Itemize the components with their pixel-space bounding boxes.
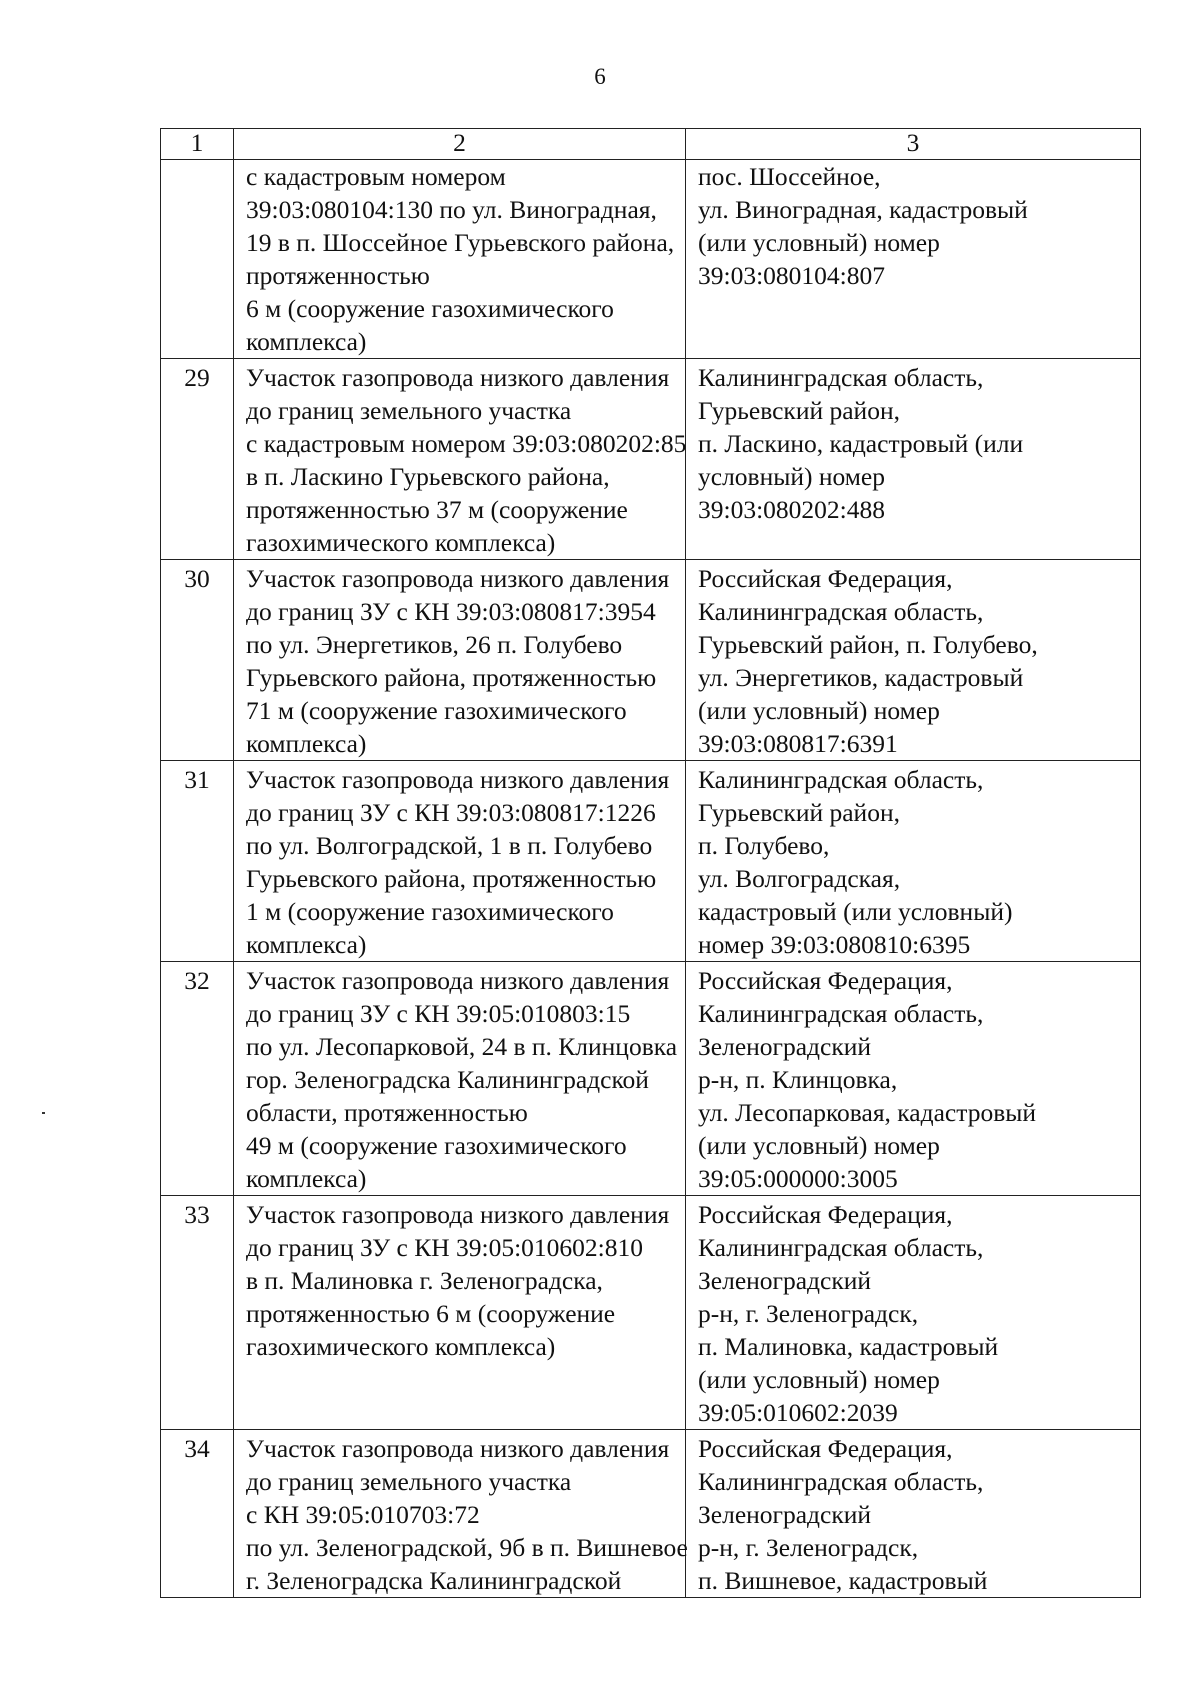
page-number: 6 <box>594 64 606 89</box>
address-line: Калининградская область, <box>698 999 984 1028</box>
object-description <box>234 560 686 761</box>
address-line: (или условный) номер <box>698 228 940 257</box>
address-line: Калининградская область, <box>698 363 984 392</box>
description-line: в п. Ласкино Гурьевского района, <box>246 462 610 491</box>
description-line: до границ ЗУ с КН 39:03:080817:3954 <box>246 597 656 626</box>
description-line: до границ ЗУ с КН 39:03:080817:1226 <box>246 798 656 827</box>
address-line: п. Вишневое, кадастровый <box>698 1566 988 1595</box>
header-row <box>161 129 1141 160</box>
column-header-1: 1 <box>161 129 234 160</box>
address-line: п. Малиновка, кадастровый <box>698 1332 999 1361</box>
object-address <box>686 359 1141 560</box>
row-number: 30 <box>161 560 234 761</box>
row-number: 32 <box>161 962 234 1196</box>
description-line: 49 м (сооружение газохимического <box>246 1131 627 1160</box>
address-line: 39:05:000000:3005 <box>698 1164 898 1193</box>
address-line: Зеленоградский <box>698 1500 872 1529</box>
address-line: р-н, г. Зеленоградск, <box>698 1533 919 1562</box>
description-line: протяженностью 37 м (сооружение <box>246 495 628 524</box>
row-number: 29 <box>161 359 234 560</box>
address-line: Калининградская область, <box>698 1467 984 1496</box>
scan-speck <box>42 1112 45 1114</box>
description-line: 1 м (сооружение газохимического <box>246 897 614 926</box>
description-line: по ул. Энергетиков, 26 п. Голубево <box>246 630 623 659</box>
object-description <box>234 962 686 1196</box>
table-row <box>161 560 1141 761</box>
object-description <box>234 1196 686 1430</box>
objects-table <box>160 128 1141 1598</box>
description-line: Участок газопровода низкого давления <box>246 1434 670 1463</box>
object-description <box>234 359 686 560</box>
table-row <box>161 359 1141 560</box>
address-line: условный) номер <box>698 462 885 491</box>
address-line: Российская Федерация, <box>698 1434 953 1463</box>
address-line: Калининградская область, <box>698 1233 984 1262</box>
description-line: до границ земельного участка <box>246 1467 572 1496</box>
object-address <box>686 1196 1141 1430</box>
description-line: Участок газопровода низкого давления <box>246 363 670 392</box>
table-row <box>161 1196 1141 1430</box>
address-line: ул. Лесопарковая, кадастровый <box>698 1098 1037 1127</box>
object-description <box>234 1430 686 1598</box>
object-description <box>234 761 686 962</box>
address-line: Калининградская область, <box>698 765 984 794</box>
description-line: протяженностью <box>246 261 430 290</box>
address-line: (или условный) номер <box>698 1365 940 1394</box>
address-line: Гурьевский район, п. Голубево, <box>698 630 1038 659</box>
address-line: 39:03:080817:6391 <box>698 729 898 758</box>
object-address <box>686 1430 1141 1598</box>
description-line: комплекса) <box>246 327 367 356</box>
column-header-3: 3 <box>686 129 1141 160</box>
description-line: Гурьевского района, протяженностью <box>246 864 657 893</box>
table-row <box>161 160 1141 359</box>
address-line: Гурьевский район, <box>698 396 900 425</box>
address-line: 39:03:080104:807 <box>698 261 886 290</box>
address-line: 39:05:010602:2039 <box>698 1398 898 1427</box>
description-line: в п. Малиновка г. Зеленоградска, <box>246 1266 603 1295</box>
description-line: гор. Зеленоградска Калининградской <box>246 1065 649 1094</box>
table-header <box>161 129 1141 160</box>
address-line: ул. Энергетиков, кадастровый <box>698 663 1024 692</box>
address-line: ул. Виноградная, кадастровый <box>698 195 1028 224</box>
table-body <box>161 160 1141 1598</box>
address-line: ул. Волгоградская, <box>698 864 901 893</box>
row-number: 33 <box>161 1196 234 1430</box>
description-line: 6 м (сооружение газохимического <box>246 294 614 323</box>
row-number <box>161 160 234 359</box>
description-line: протяженностью 6 м (сооружение <box>246 1299 616 1328</box>
object-description <box>234 160 686 359</box>
description-line: с кадастровым номером 39:03:080202:85 <box>246 429 687 458</box>
address-line: 39:03:080202:488 <box>698 495 886 524</box>
description-line: Участок газопровода низкого давления <box>246 1200 670 1229</box>
description-line: Гурьевского района, протяженностью <box>246 663 657 692</box>
address-line: Российская Федерация, <box>698 966 953 995</box>
description-line: по ул. Лесопарковой, 24 в п. Клинцовка <box>246 1032 678 1061</box>
description-line: г. Зеленоградска Калининградской <box>246 1566 622 1595</box>
address-line: Российская Федерация, <box>698 1200 953 1229</box>
address-line: (или условный) номер <box>698 1131 940 1160</box>
description-line: до границ земельного участка <box>246 396 572 425</box>
row-number: 34 <box>161 1430 234 1598</box>
address-line: р-н, г. Зеленоградск, <box>698 1299 919 1328</box>
description-line: по ул. Зеленоградской, 9б в п. Вишневое <box>246 1533 688 1562</box>
table-row <box>161 962 1141 1196</box>
object-address <box>686 160 1141 359</box>
table-row <box>161 761 1141 962</box>
address-line: Зеленоградский <box>698 1266 872 1295</box>
description-line: комплекса) <box>246 1164 367 1193</box>
address-line: Калининградская область, <box>698 597 984 626</box>
address-line: Российская Федерация, <box>698 564 953 593</box>
description-line: по ул. Волгоградской, 1 в п. Голубево <box>246 831 653 860</box>
description-line: Участок газопровода низкого давления <box>246 966 670 995</box>
address-line: Гурьевский район, <box>698 798 900 827</box>
object-address <box>686 560 1141 761</box>
description-line: с кадастровым номером <box>246 162 506 191</box>
description-line: Участок газопровода низкого давления <box>246 564 670 593</box>
description-line: до границ ЗУ с КН 39:05:010602:810 <box>246 1233 644 1262</box>
row-number: 31 <box>161 761 234 962</box>
address-line: номер 39:03:080810:6395 <box>698 930 971 959</box>
object-address <box>686 962 1141 1196</box>
description-line: газохимического комплекса) <box>246 1332 556 1361</box>
address-line: р-н, п. Клинцовка, <box>698 1065 898 1094</box>
description-line: комплекса) <box>246 729 367 758</box>
description-line: газохимического комплекса) <box>246 528 556 557</box>
table-row <box>161 1430 1141 1598</box>
description-line: 19 в п. Шоссейное Гурьевского района, <box>246 228 675 257</box>
address-line: п. Голубево, <box>698 831 830 860</box>
address-line: кадастровый (или условный) <box>698 897 1013 926</box>
description-line: до границ ЗУ с КН 39:05:010803:15 <box>246 999 631 1028</box>
object-address <box>686 761 1141 962</box>
description-line: 39:03:080104:130 по ул. Виноградная, <box>246 195 657 224</box>
address-line: (или условный) номер <box>698 696 940 725</box>
description-line: комплекса) <box>246 930 367 959</box>
description-line: области, протяженностью <box>246 1098 528 1127</box>
address-line: п. Ласкино, кадастровый (или <box>698 429 1024 458</box>
description-line: Участок газопровода низкого давления <box>246 765 670 794</box>
column-header-2: 2 <box>234 129 686 160</box>
address-line: пос. Шоссейное, <box>698 162 881 191</box>
description-line: с КН 39:05:010703:72 <box>246 1500 480 1529</box>
address-line: Зеленоградский <box>698 1032 872 1061</box>
description-line: 71 м (сооружение газохимического <box>246 696 627 725</box>
